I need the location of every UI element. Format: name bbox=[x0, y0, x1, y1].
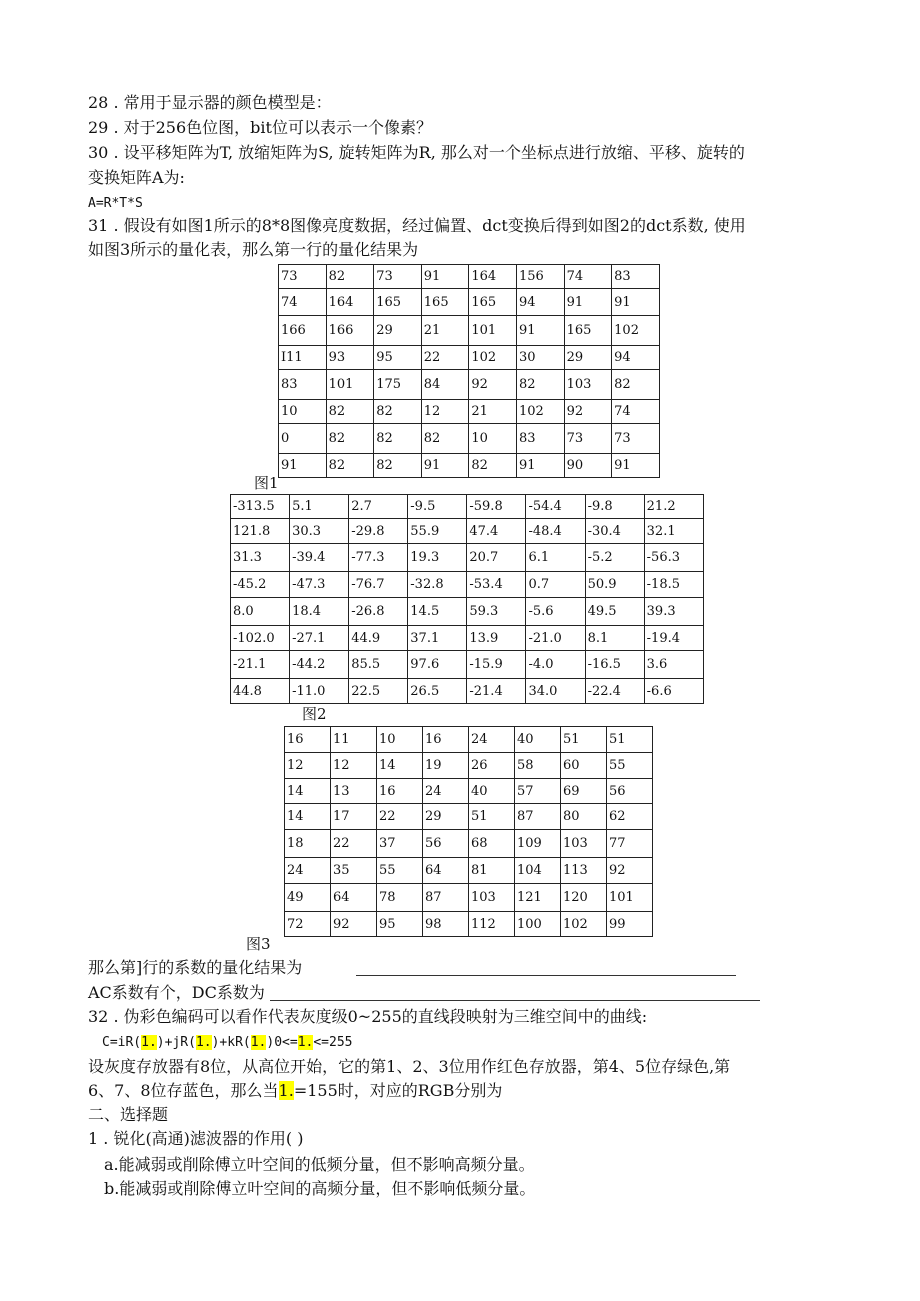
table-cell: 165 bbox=[564, 316, 612, 346]
table-cell: 37 bbox=[377, 830, 423, 858]
table-cell: 50.9 bbox=[585, 572, 644, 598]
table-cell: 19.3 bbox=[408, 544, 467, 572]
table-cell: 24 bbox=[423, 779, 469, 804]
table-cell: 102 bbox=[469, 346, 517, 370]
table-row bbox=[231, 495, 704, 519]
table-row bbox=[285, 858, 653, 884]
table-cell: 35 bbox=[331, 858, 377, 884]
section-2-heading: 二、选择题 bbox=[88, 1105, 169, 1124]
table-row bbox=[279, 424, 660, 454]
table-cell: 22 bbox=[377, 804, 423, 830]
table-cell: -18.5 bbox=[644, 572, 703, 598]
table-row bbox=[231, 651, 704, 679]
table-cell: 14 bbox=[285, 779, 331, 804]
table-cell: 91 bbox=[421, 454, 469, 478]
table-cell: -11.0 bbox=[290, 679, 349, 704]
figure-3-caption: 图3 bbox=[246, 935, 271, 953]
table-cell: 91 bbox=[516, 454, 564, 478]
table-cell: -26.8 bbox=[349, 598, 408, 626]
table-cell: 6.1 bbox=[526, 544, 585, 572]
table-cell: 164 bbox=[326, 289, 374, 316]
table-row bbox=[279, 400, 660, 424]
question-30-line-2: 变换矩阵A为: bbox=[88, 168, 185, 187]
table-row bbox=[285, 727, 653, 753]
table-cell: 59.3 bbox=[467, 598, 526, 626]
table-cell: I11 bbox=[279, 346, 327, 370]
table-cell: 101 bbox=[326, 370, 374, 400]
table-cell: -19.4 bbox=[644, 626, 703, 651]
table-cell: 166 bbox=[326, 316, 374, 346]
table-cell: -15.9 bbox=[467, 651, 526, 679]
table-cell: 82 bbox=[326, 265, 374, 289]
table-cell: 84 bbox=[421, 370, 469, 400]
table-cell: 56 bbox=[607, 779, 653, 804]
table-cell: 91 bbox=[279, 454, 327, 478]
table-cell: 16 bbox=[285, 727, 331, 753]
table-row bbox=[285, 753, 653, 779]
table-cell: 14 bbox=[377, 753, 423, 779]
table-row bbox=[285, 884, 653, 912]
table-cell: 82 bbox=[326, 424, 374, 454]
table-row bbox=[279, 346, 660, 370]
table-cell: 44.9 bbox=[349, 626, 408, 651]
table-cell: 12 bbox=[285, 753, 331, 779]
table-cell: -5.2 bbox=[585, 544, 644, 572]
table-cell: 14.5 bbox=[408, 598, 467, 626]
table-cell: 31.3 bbox=[231, 544, 290, 572]
table-cell: 99 bbox=[607, 912, 653, 937]
table-cell: 32.1 bbox=[644, 519, 703, 544]
table-row bbox=[231, 598, 704, 626]
table-cell: 26 bbox=[469, 753, 515, 779]
table-cell: 51 bbox=[469, 804, 515, 830]
table-cell: 29 bbox=[423, 804, 469, 830]
table-cell: 0.7 bbox=[526, 572, 585, 598]
table-cell: 20.7 bbox=[467, 544, 526, 572]
table-cell: 12 bbox=[331, 753, 377, 779]
table-cell: 112 bbox=[469, 912, 515, 937]
table-cell: 47.4 bbox=[467, 519, 526, 544]
table-cell: 40 bbox=[515, 727, 561, 753]
question-30-answer: A=R*T*S bbox=[88, 196, 143, 211]
table-cell: 57 bbox=[515, 779, 561, 804]
table-cell: -16.5 bbox=[585, 651, 644, 679]
table-cell: 68 bbox=[469, 830, 515, 858]
table-cell: 74 bbox=[612, 400, 660, 424]
table-cell: 73 bbox=[564, 424, 612, 454]
table-cell: -54.4 bbox=[526, 495, 585, 519]
table-cell: 16 bbox=[423, 727, 469, 753]
table-cell: 5.1 bbox=[290, 495, 349, 519]
table-cell: -21.0 bbox=[526, 626, 585, 651]
table-cell: -77.3 bbox=[349, 544, 408, 572]
table-cell: 55.9 bbox=[408, 519, 467, 544]
table-cell: 101 bbox=[469, 316, 517, 346]
table-cell: 49.5 bbox=[585, 598, 644, 626]
table-cell: 103 bbox=[561, 830, 607, 858]
table-cell: 8.1 bbox=[585, 626, 644, 651]
table-cell: 24 bbox=[469, 727, 515, 753]
table-cell: 94 bbox=[612, 346, 660, 370]
table-cell: 29 bbox=[564, 346, 612, 370]
figure-1-brightness-table bbox=[278, 264, 660, 478]
table-cell: 95 bbox=[377, 912, 423, 937]
table-row bbox=[231, 519, 704, 544]
question-31-result: 那么第]行的系数的量化结果为 bbox=[88, 958, 303, 977]
table-cell: 19 bbox=[423, 753, 469, 779]
table-cell: 113 bbox=[561, 858, 607, 884]
table-row bbox=[285, 804, 653, 830]
table-cell: 16 bbox=[377, 779, 423, 804]
table-cell: 91 bbox=[612, 454, 660, 478]
table-cell: 175 bbox=[374, 370, 422, 400]
table-cell: 64 bbox=[423, 858, 469, 884]
table-cell: 64 bbox=[331, 884, 377, 912]
table-cell: 102 bbox=[561, 912, 607, 937]
table-cell: 51 bbox=[561, 727, 607, 753]
question-31-line-1: 31 . 假设有如图1所示的8*8图像亮度数据，经过偏置、dct变换后得到如图2的dct系数, 使用 bbox=[88, 216, 746, 235]
question-32-line-3: 6、7、8位存蓝色，那么当1.=155时，对应的RGB分别为 bbox=[88, 1081, 503, 1100]
table-cell: 49 bbox=[285, 884, 331, 912]
table-cell: 156 bbox=[516, 265, 564, 289]
table-cell: 34.0 bbox=[526, 679, 585, 704]
table-cell: -9.5 bbox=[408, 495, 467, 519]
table-cell: 98 bbox=[423, 912, 469, 937]
table-cell: -27.1 bbox=[290, 626, 349, 651]
answer-blank-2 bbox=[270, 1000, 760, 1001]
question-32-line-2: 设灰度存放器有8位，从高位开始，它的第1、2、3位用作红色存放器，第4、5位存绿色,第 bbox=[88, 1057, 731, 1076]
table-cell: -76.7 bbox=[349, 572, 408, 598]
table-cell: 87 bbox=[423, 884, 469, 912]
table-cell: -313.5 bbox=[231, 495, 290, 519]
table-cell: 121.8 bbox=[231, 519, 290, 544]
table-cell: 81 bbox=[469, 858, 515, 884]
table-cell: 93 bbox=[326, 346, 374, 370]
table-row bbox=[231, 679, 704, 704]
table-cell: 62 bbox=[607, 804, 653, 830]
table-cell: 44.8 bbox=[231, 679, 290, 704]
table-cell: 103 bbox=[469, 884, 515, 912]
answer-blank-1 bbox=[356, 975, 736, 976]
table-cell: 30 bbox=[516, 346, 564, 370]
table-cell: 22 bbox=[421, 346, 469, 370]
table-cell: 91 bbox=[516, 316, 564, 346]
table-cell: -47.3 bbox=[290, 572, 349, 598]
table-cell: 0 bbox=[279, 424, 327, 454]
table-cell: 92 bbox=[607, 858, 653, 884]
table-cell: 92 bbox=[331, 912, 377, 937]
table-cell: 83 bbox=[612, 265, 660, 289]
table-cell: -22.4 bbox=[585, 679, 644, 704]
table-cell: -6.6 bbox=[644, 679, 703, 704]
figure-2-dct-table bbox=[230, 494, 704, 704]
table-cell: 22 bbox=[331, 830, 377, 858]
table-cell: 94 bbox=[516, 289, 564, 316]
table-cell: 58 bbox=[515, 753, 561, 779]
table-cell: -30.4 bbox=[585, 519, 644, 544]
table-row bbox=[279, 289, 660, 316]
table-cell: 24 bbox=[285, 858, 331, 884]
table-cell: 83 bbox=[516, 424, 564, 454]
table-cell: -56.3 bbox=[644, 544, 703, 572]
table-row bbox=[279, 370, 660, 400]
table-row bbox=[231, 572, 704, 598]
table-cell: 18.4 bbox=[290, 598, 349, 626]
question-31-line-2: 如图3所示的量化表，那么第一行的量化结果为 bbox=[88, 240, 419, 259]
table-cell: 12 bbox=[421, 400, 469, 424]
table-cell: 109 bbox=[515, 830, 561, 858]
table-cell: 3.6 bbox=[644, 651, 703, 679]
table-cell: 97.6 bbox=[408, 651, 467, 679]
table-row bbox=[279, 316, 660, 346]
table-cell: 13 bbox=[331, 779, 377, 804]
table-cell: -21.4 bbox=[467, 679, 526, 704]
table-cell: 72 bbox=[285, 912, 331, 937]
figure-1-caption: 图1 bbox=[254, 474, 279, 492]
table-cell: 18 bbox=[285, 830, 331, 858]
table-cell: 8.0 bbox=[231, 598, 290, 626]
table-cell: -48.4 bbox=[526, 519, 585, 544]
table-cell: -21.1 bbox=[231, 651, 290, 679]
table-cell: 82 bbox=[421, 424, 469, 454]
table-cell: 82 bbox=[612, 370, 660, 400]
table-row bbox=[285, 779, 653, 804]
table-cell: 77 bbox=[607, 830, 653, 858]
table-cell: 82 bbox=[516, 370, 564, 400]
table-cell: 92 bbox=[564, 400, 612, 424]
table-cell: -102.0 bbox=[231, 626, 290, 651]
table-cell: -4.0 bbox=[526, 651, 585, 679]
table-cell: 165 bbox=[421, 289, 469, 316]
table-cell: 22.5 bbox=[349, 679, 408, 704]
table-cell: 73 bbox=[612, 424, 660, 454]
table-cell: -44.2 bbox=[290, 651, 349, 679]
table-row bbox=[231, 544, 704, 572]
table-cell: 82 bbox=[374, 454, 422, 478]
table-cell: 101 bbox=[607, 884, 653, 912]
table-cell: 30.3 bbox=[290, 519, 349, 544]
table-cell: -53.4 bbox=[467, 572, 526, 598]
table-cell: 60 bbox=[561, 753, 607, 779]
table-cell: 165 bbox=[469, 289, 517, 316]
table-cell: 21 bbox=[469, 400, 517, 424]
question-28: 28 . 常用于显示器的颜色模型是： bbox=[88, 93, 332, 112]
table-cell: 74 bbox=[564, 265, 612, 289]
table-row bbox=[279, 265, 660, 289]
table-cell: 103 bbox=[564, 370, 612, 400]
table-cell: 102 bbox=[516, 400, 564, 424]
table-cell: 87 bbox=[515, 804, 561, 830]
table-cell: -29.8 bbox=[349, 519, 408, 544]
table-cell: 13.9 bbox=[467, 626, 526, 651]
question-29: 29 . 对于256色位图，bit位可以表示一个像素？ bbox=[88, 118, 432, 137]
table-cell: 55 bbox=[607, 753, 653, 779]
table-cell: 21.2 bbox=[644, 495, 703, 519]
table-cell: 51 bbox=[607, 727, 653, 753]
table-cell: 69 bbox=[561, 779, 607, 804]
table-cell: 40 bbox=[469, 779, 515, 804]
table-cell: 10 bbox=[279, 400, 327, 424]
question-31-ac-dc: AC系数有个，DC系数为 bbox=[88, 983, 265, 1002]
table-cell: 104 bbox=[515, 858, 561, 884]
table-cell: 85.5 bbox=[349, 651, 408, 679]
table-cell: 73 bbox=[279, 265, 327, 289]
figure-3-quantization-table bbox=[284, 726, 653, 937]
table-cell: 21 bbox=[421, 316, 469, 346]
choice-question-1: 1 . 锐化(高通)滤波器的作用( ) bbox=[88, 1129, 304, 1148]
table-cell: 82 bbox=[374, 424, 422, 454]
table-cell: 90 bbox=[564, 454, 612, 478]
table-cell: 91 bbox=[564, 289, 612, 316]
table-cell: 100 bbox=[515, 912, 561, 937]
table-cell: 37.1 bbox=[408, 626, 467, 651]
table-cell: 82 bbox=[374, 400, 422, 424]
table-cell: 73 bbox=[374, 265, 422, 289]
choice-1-option-a: a.能减弱或削除傅立叶空间的低频分量，但不影响高频分量。 bbox=[104, 1155, 535, 1174]
table-cell: 80 bbox=[561, 804, 607, 830]
table-cell: 82 bbox=[326, 454, 374, 478]
table-cell: 121 bbox=[515, 884, 561, 912]
table-cell: 91 bbox=[421, 265, 469, 289]
table-cell: -5.6 bbox=[526, 598, 585, 626]
table-cell: -39.4 bbox=[290, 544, 349, 572]
table-row bbox=[279, 454, 660, 478]
table-cell: -32.8 bbox=[408, 572, 467, 598]
table-cell: 14 bbox=[285, 804, 331, 830]
table-cell: 74 bbox=[279, 289, 327, 316]
table-cell: 10 bbox=[377, 727, 423, 753]
table-cell: 164 bbox=[469, 265, 517, 289]
table-cell: -45.2 bbox=[231, 572, 290, 598]
table-cell: 29 bbox=[374, 316, 422, 346]
table-cell: 95 bbox=[374, 346, 422, 370]
table-cell: 166 bbox=[279, 316, 327, 346]
table-cell: 11 bbox=[331, 727, 377, 753]
table-cell: 56 bbox=[423, 830, 469, 858]
table-cell: 120 bbox=[561, 884, 607, 912]
table-cell: 10 bbox=[469, 424, 517, 454]
table-cell: 39.3 bbox=[644, 598, 703, 626]
table-cell: 102 bbox=[612, 316, 660, 346]
figure-2-caption: 图2 bbox=[302, 705, 327, 723]
table-cell: -9.8 bbox=[585, 495, 644, 519]
table-row bbox=[285, 830, 653, 858]
choice-1-option-b: b.能减弱或削除傅立叶空间的高频分量，但不影响低频分量。 bbox=[104, 1179, 536, 1198]
table-cell: 17 bbox=[331, 804, 377, 830]
table-cell: 165 bbox=[374, 289, 422, 316]
table-cell: -59.8 bbox=[467, 495, 526, 519]
question-32-formula: C=iR(1.)+jR(1.)+kR(1.)0<=1.<=255 bbox=[102, 1035, 353, 1050]
table-cell: 83 bbox=[279, 370, 327, 400]
question-30-line-1: 30 . 设平移矩阵为T, 放缩矩阵为S, 旋转矩阵为R, 那么对一个坐标点进行放缩、平移、旋转的 bbox=[88, 143, 745, 162]
table-cell: 26.5 bbox=[408, 679, 467, 704]
table-cell: 2.7 bbox=[349, 495, 408, 519]
table-cell: 82 bbox=[469, 454, 517, 478]
table-row bbox=[231, 626, 704, 651]
question-32-line-1: 32 . 伪彩色编码可以看作代表灰度级0~255的直线段映射为三维空间中的曲线: bbox=[88, 1007, 648, 1026]
table-cell: 91 bbox=[612, 289, 660, 316]
table-cell: 92 bbox=[469, 370, 517, 400]
table-cell: 82 bbox=[326, 400, 374, 424]
table-cell: 55 bbox=[377, 858, 423, 884]
table-row bbox=[285, 912, 653, 937]
table-cell: 78 bbox=[377, 884, 423, 912]
